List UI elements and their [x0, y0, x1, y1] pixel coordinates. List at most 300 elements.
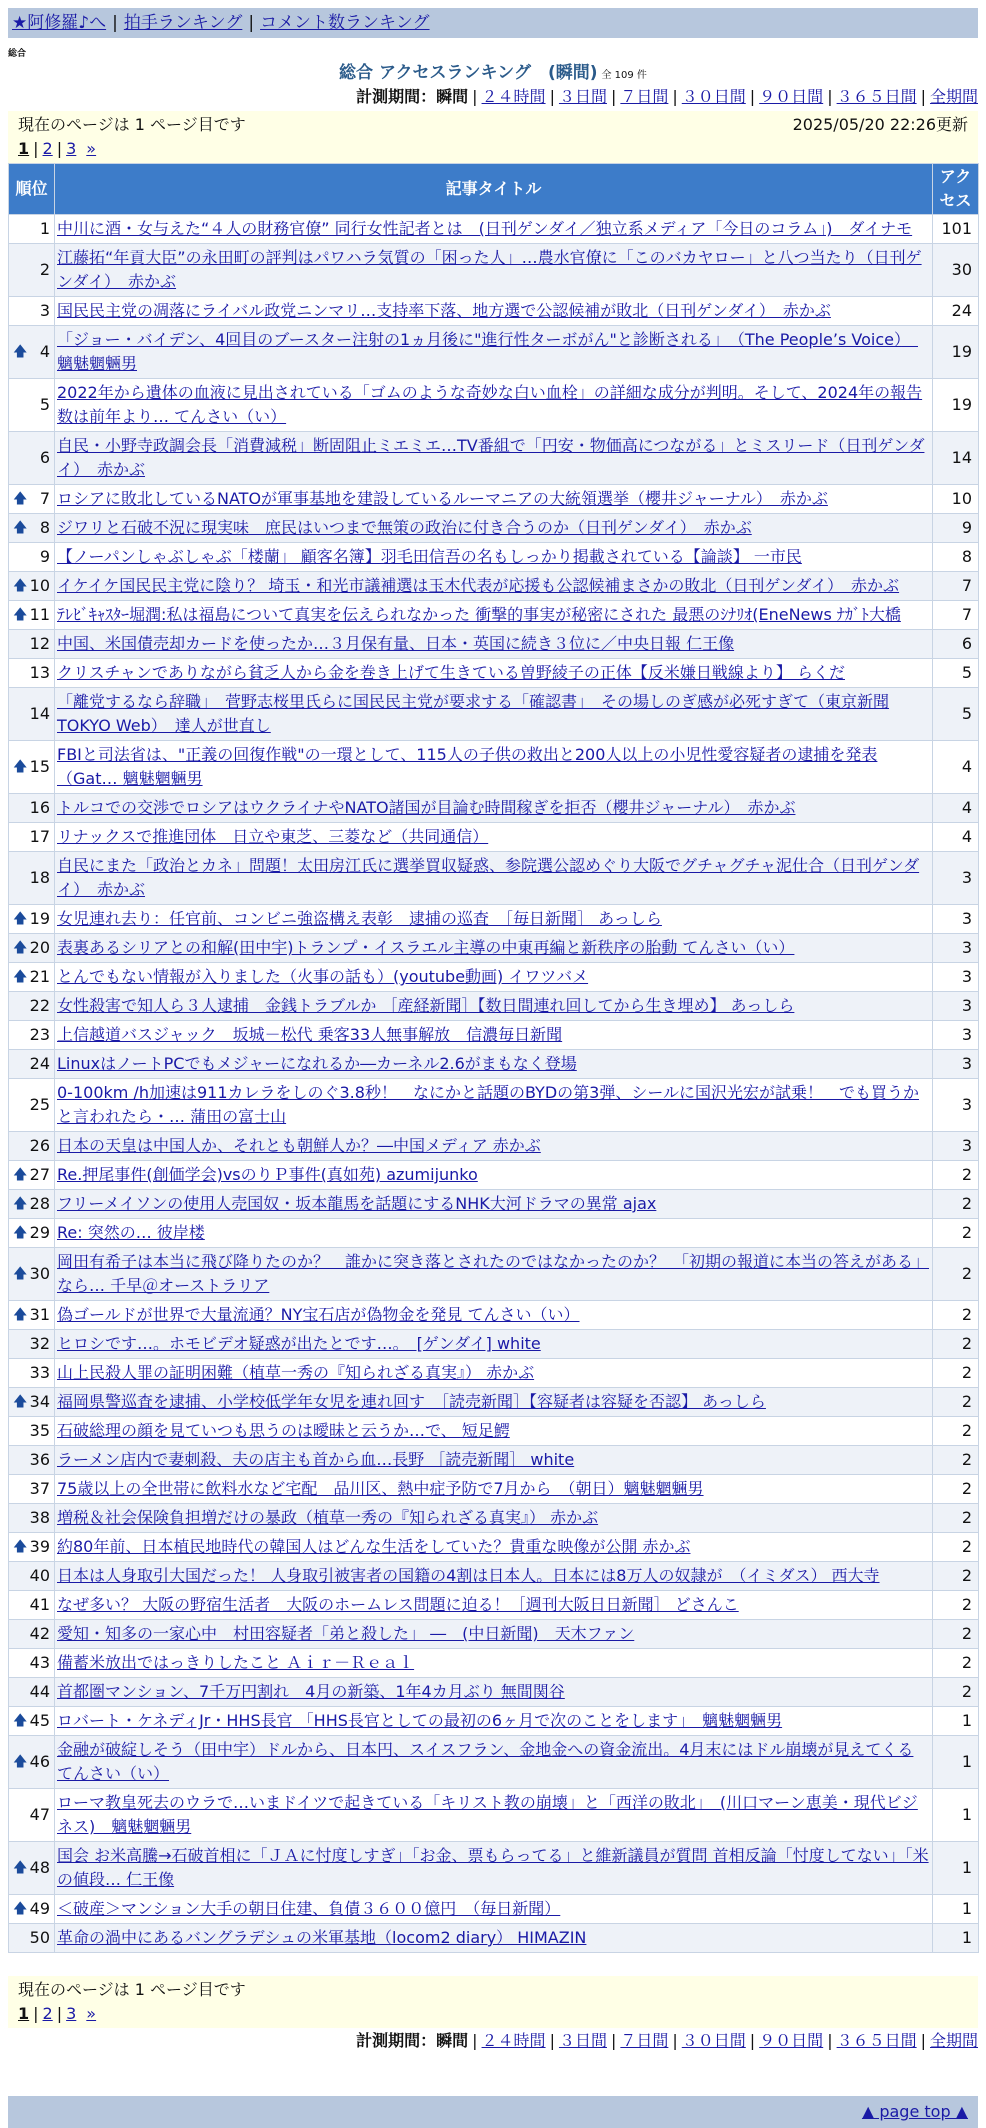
divider: | [610, 2031, 617, 2050]
table-row [9, 1219, 979, 1248]
period-label: 計測期間： [356, 2031, 437, 2050]
rank-cell [9, 1895, 55, 1924]
rank-number: 49 [29, 1899, 50, 1918]
divider: | [610, 87, 617, 106]
divider: | [549, 2031, 555, 2050]
rank-number: 2 [39, 260, 50, 279]
access-count: 4 [933, 794, 979, 823]
table-row [9, 1190, 979, 1219]
title-cell [55, 1842, 933, 1895]
article-link[interactable]: とんでもない情報が入りました（火事の話も）(youtube動画) イワツバメ [57, 967, 589, 986]
divider: | [56, 2004, 63, 2023]
table-row [9, 1649, 979, 1678]
article-link[interactable]: 「離党するなら辞職」 菅野志桜里氏らに国民民主党が要求する「確認書」 その場しのぎ感が必死すぎて（東京新聞TOKYO Web） 達人が世直し [57, 692, 890, 735]
up-arrow-icon: 🡅 [13, 1713, 28, 1729]
table-row [9, 215, 979, 244]
up-arrow-icon: 🡅 [13, 1754, 28, 1770]
rank-cell [9, 1219, 55, 1248]
article-link[interactable]: イケイケ国民民主党に陰り？ 埼玉・和光市議補選は玉木代表が応援も公認候補まさかの敗北（日刊ゲンダイ） 赤かぶ [57, 576, 900, 595]
title-cell [55, 905, 933, 934]
rank-cell [9, 379, 55, 432]
pagination [18, 2002, 968, 2026]
up-arrow-icon: 🡅 [13, 491, 28, 507]
rank-cell [9, 1050, 55, 1079]
rank-cell [9, 1021, 55, 1050]
access-count: 1 [933, 1736, 979, 1789]
article-link[interactable]: 岡田有希子は本当に飛び降りたのか？ 誰かに突き落とされたのではなかったのか？ 「初期の報道に本当の答えがある」なら… 千早＠オーストラリア [57, 1252, 930, 1295]
access-count: 9 [933, 514, 979, 543]
rank-number: 26 [29, 1136, 50, 1155]
table-row [9, 963, 979, 992]
article-link[interactable]: 2022年から遺体の血液に見出されている「ゴムのような奇妙な白い血栓」の詳細な成分が判明。そして、2024年の報告数は前年より… てんさい（い） [57, 383, 923, 426]
table-row [9, 1330, 979, 1359]
rank-cell [9, 1190, 55, 1219]
rank-number: 42 [29, 1624, 50, 1643]
article-link[interactable]: 福岡県警巡査を逮捕、小学校低学年女児を連れ回す ［読売新聞］【容疑者は容疑を否認】 あっしら [57, 1392, 766, 1411]
period-link[interactable]: ７日間 [620, 87, 669, 106]
rank-number: 15 [29, 757, 50, 776]
period-link[interactable]: ３０日間 [681, 87, 746, 106]
access-count: 2 [933, 1446, 979, 1475]
title-cell [55, 1504, 933, 1533]
article-link[interactable]: 女児連れ去り：任官前、コンビニ強盗構え表彰 逮捕の巡査 ［毎日新聞］ あっしら [57, 909, 662, 928]
table-row [9, 244, 979, 297]
home-link[interactable]: ★阿修羅♪へ [12, 13, 107, 33]
access-count: 2 [933, 1475, 979, 1504]
total-count: 全 109 件 [601, 70, 647, 81]
table-row [9, 543, 979, 572]
period-link[interactable]: ３０日間 [681, 2031, 746, 2050]
access-count: 14 [933, 432, 979, 485]
access-count: 2 [933, 1219, 979, 1248]
rank-number: 5 [39, 395, 50, 414]
article-link[interactable]: ラーメン店内で妻刺殺、夫の店主も首から血…長野 ［読売新聞］ white [57, 1450, 575, 1469]
rank-cell [9, 741, 55, 794]
article-link[interactable]: 備蓄米放出ではっきりしたこと Ａｉｒ－Ｒｅａｌ [57, 1653, 415, 1672]
article-link[interactable]: 上信越道バスジャック 坂城－松代 乗客33人無事解放 信濃毎日新聞 [57, 1025, 563, 1044]
access-count: 7 [933, 601, 979, 630]
article-link[interactable]: ジワリと石破不況に現実味 庶民はいつまで無策の政治に付き合うのか（日刊ゲンダイ） 赤かぶ [57, 518, 752, 537]
rank-cell [9, 934, 55, 963]
pager-box-bottom [8, 1976, 978, 2028]
rank-number: 11 [29, 605, 50, 624]
table-row [9, 1446, 979, 1475]
rank-number: 22 [29, 996, 50, 1015]
rank-cell [9, 601, 55, 630]
article-link[interactable]: Re: 突然の… 彼岸楼 [57, 1223, 205, 1242]
article-link[interactable]: なぜ多い？ 大阪の野宿生活者 大阪のホームレス問題に迫る！［週刊大阪日日新聞］ どさんこ [57, 1595, 739, 1614]
page-link[interactable]: 3 [66, 139, 77, 158]
access-count: 5 [933, 659, 979, 688]
up-arrow-icon: 🡅 [13, 940, 28, 956]
access-count: 8 [933, 543, 979, 572]
rank-cell [9, 823, 55, 852]
article-link[interactable]: 革命の渦中にあるバングラデシュの米軍基地（locom2 diary） HIMAZIN [57, 1928, 587, 1947]
rank-cell [9, 1924, 55, 1953]
table-row [9, 659, 979, 688]
rank-cell [9, 297, 55, 326]
divider: | [549, 87, 555, 106]
period-link[interactable]: ３日間 [558, 2031, 607, 2050]
divider: | [33, 2004, 39, 2023]
next-page-link[interactable]: » [86, 2004, 97, 2023]
title-cell [55, 963, 933, 992]
access-count: 2 [933, 1620, 979, 1649]
rank-cell [9, 432, 55, 485]
table-row [9, 379, 979, 432]
title-cell [55, 1446, 933, 1475]
article-link[interactable]: FBIと司法省は、"正義の回復作戦"の一環として、115人の子供の救出と200人以上の小児性愛容疑者の逮捕を発表（Gat… 魑魅魍魎男 [57, 745, 878, 788]
rank-number: 33 [29, 1363, 50, 1382]
access-count: 3 [933, 905, 979, 934]
article-link[interactable]: Re.押尾事件(創価学会)vsのりＰ事件(真如苑) azumijunko [57, 1165, 478, 1184]
ranking-table [8, 163, 979, 1953]
top-nav-bar [8, 8, 978, 38]
period-link[interactable]: ３６５日間 [836, 87, 917, 106]
title-cell [55, 1736, 933, 1789]
access-count: 2 [933, 1330, 979, 1359]
rank-number: 46 [29, 1752, 50, 1771]
divider: | [672, 87, 678, 106]
article-link[interactable]: ローマ教皇死去のウラで…いまドイツで起きている「キリスト教の崩壊」と「西洋の敗北」 (川口マーン恵美・現代ビジネス) 魑魅魍魎男 [57, 1793, 918, 1836]
rank-cell [9, 905, 55, 934]
article-link[interactable]: 偽ゴールドが世界で大量流通？NY宝石店が偽物金を発見 てんさい（い） [57, 1305, 580, 1324]
article-link[interactable]: ロシアに敗北しているNATOが軍事基地を建設しているルーマニアの大統領選挙（櫻井ジャーナル） 赤かぶ [57, 489, 828, 508]
up-arrow-icon: 🡅 [13, 344, 28, 360]
access-count: 2 [933, 1678, 979, 1707]
table-row [9, 630, 979, 659]
article-link[interactable]: ヒロシです…。ホモビデオ疑惑が出たとです…。 [ゲンダイ] white [57, 1334, 541, 1353]
access-count: 2 [933, 1504, 979, 1533]
table-row [9, 1475, 979, 1504]
applause-ranking-link[interactable]: 拍手ランキング [123, 13, 243, 33]
period-link[interactable]: 全期間 [929, 87, 978, 106]
rank-cell [9, 1330, 55, 1359]
rank-cell [9, 630, 55, 659]
title-cell [55, 432, 933, 485]
article-link[interactable]: 江藤拓“年貢大臣”の永田町の評判はパワハラ気質の「困った人」…農水官僚に「このバカヤロー」と八つ当たり（日刊ゲンダイ） 赤かぶ [57, 248, 922, 291]
article-link[interactable]: 【ノーパンしゃぶしゃぶ「楼蘭」 顧客名簿】羽毛田信吾の名もしっかり掲載されている【論談】 一市民 [57, 547, 802, 566]
table-row [9, 992, 979, 1021]
period-link[interactable]: 全期間 [929, 2031, 978, 2050]
table-row [9, 1359, 979, 1388]
access-count: 3 [933, 934, 979, 963]
article-link[interactable]: 0-100km /h加速は911カレラをしのぐ3.8秒！ なにかと話題のBYDの第3弾、シールに国沢光宏が試乗！ でも買うかと言われたら・… 蒲田の富士山 [57, 1083, 920, 1126]
page-current: 1 [18, 139, 30, 158]
article-link[interactable]: 自民にまた「政治とカネ」問題！太田房江氏に選挙買収疑惑、参院選公認めぐり大阪でグチャグチャ泥仕合（日刊ゲンダイ） 赤かぶ [57, 856, 920, 899]
rank-cell [9, 1736, 55, 1789]
rank-cell [9, 215, 55, 244]
access-count: 30 [933, 244, 979, 297]
rank-number: 18 [29, 868, 50, 887]
table-row [9, 1678, 979, 1707]
article-link[interactable]: 75歳以上の全世帯に飲料水など宅配 品川区、熱中症予防で7月から （朝日）魑魅魍魎男 [57, 1479, 704, 1498]
up-arrow-icon: 🡅 [13, 1539, 28, 1555]
up-arrow-icon: 🡅 [13, 1196, 28, 1212]
period-link[interactable]: ２４時間 [481, 87, 546, 106]
article-link[interactable]: 増税＆社会保険負担増だけの暴政（植草一秀の『知られざる真実』） 赤かぶ [57, 1508, 599, 1527]
article-link[interactable]: ロバート・ケネディJr・HHS長官 「HHS長官としての最初の6ヶ月で次のことをします」 魑魅魍魎男 [57, 1711, 783, 1730]
title-cell [55, 1190, 933, 1219]
title-cell [55, 1620, 933, 1649]
title-cell [55, 1050, 933, 1079]
article-link[interactable]: 中国、米国債売却カードを使ったか…３月保有量、日本・英国に続き３位に／中央日報 仁王像 [57, 634, 735, 653]
article-link[interactable]: 国会 お米高騰→石破首相に「ＪＡに忖度しすぎ」「お金、票もらってる」と維新議員が質問 首相反論「忖度してない」「米の値段… 仁王像 [57, 1846, 929, 1889]
title-cell [55, 1330, 933, 1359]
page-link[interactable]: 2 [42, 2004, 53, 2023]
next-page-link[interactable]: » [86, 139, 97, 158]
table-row [9, 1248, 979, 1301]
rank-number: 39 [29, 1537, 50, 1556]
divider: | [920, 2031, 926, 2050]
divider: | [749, 87, 756, 106]
access-count: 2 [933, 1359, 979, 1388]
title-cell [55, 1021, 933, 1050]
article-link[interactable]: 中川に酒・女与えた“４人の財務官僚” 同行女性記者とは (日刊ゲンダイ／独立系メディア「今日のコラム」) ダイナモ [57, 219, 913, 238]
up-arrow-icon: 🡅 [13, 1394, 28, 1410]
rank-cell [9, 1707, 55, 1736]
rank-number: 16 [29, 798, 50, 817]
title-cell [55, 485, 933, 514]
table-row [9, 485, 979, 514]
title-cell [55, 1417, 933, 1446]
rank-cell [9, 794, 55, 823]
table-row [9, 514, 979, 543]
article-link[interactable]: 石破総理の顔を見ていつも思うのは曖昧と云うか…で、 短足鰐 [57, 1421, 510, 1440]
table-row [9, 934, 979, 963]
table-row [9, 1924, 979, 1953]
title-cell [55, 1359, 933, 1388]
access-count: 1 [933, 1842, 979, 1895]
article-link[interactable]: クリスチャンでありながら貧乏人から金を巻き上げて生きている曽野綾子の正体【反米嫌日戦線より】 らくだ [57, 663, 845, 682]
current-page-text: 現在のページは 1 ページ目です [18, 115, 246, 134]
table-row [9, 1533, 979, 1562]
table-row [9, 1050, 979, 1079]
article-link[interactable]: 「ジョー・バイデン、4回目のブースター注射の1ヵ月後に"進行性ターボがん"と診断される」 （The People’s Voice） 魑魅魍魎男 [57, 330, 918, 373]
rank-cell [9, 543, 55, 572]
table-row [9, 688, 979, 741]
rank-cell [9, 1359, 55, 1388]
access-count: 19 [933, 379, 979, 432]
article-link[interactable]: 表裏あるシリアとの和解(田中宇)トランプ・イスラエル主導の中東再編と新秩序の胎動 てんさい（い） [57, 938, 795, 957]
up-arrow-icon: 🡅 [13, 520, 28, 536]
table-row [9, 1132, 979, 1161]
table-row [9, 1161, 979, 1190]
access-count: 3 [933, 1132, 979, 1161]
title-cell [55, 1475, 933, 1504]
rank-number: 40 [29, 1566, 50, 1585]
rank-number: 14 [29, 704, 50, 723]
divider: | [827, 87, 833, 106]
article-link[interactable]: フリーメイソンの使用人売国奴・坂本龍馬を話題にするNHK大河ドラマの異常 ajax [57, 1194, 657, 1213]
up-arrow-icon: 🡅 [13, 607, 28, 623]
rank-cell [9, 485, 55, 514]
rank-number: 23 [29, 1025, 50, 1044]
rank-cell [9, 1533, 55, 1562]
table-row [9, 1504, 979, 1533]
rank-cell [9, 992, 55, 1021]
rank-number: 1 [39, 219, 50, 238]
rank-number: 8 [39, 518, 50, 537]
title-cell [55, 852, 933, 905]
rank-cell [9, 1789, 55, 1842]
rank-number: 47 [29, 1805, 50, 1824]
rank-number: 29 [29, 1223, 50, 1242]
article-link[interactable]: ﾃﾚﾋﾞｷｬｽﾀｰ堀潤:私は福島について真実を伝えられなかった 衝撃的事実が秘密にされた 最悪のｼﾅﾘｵ(EneNews ﾅｶﾞﾄ大橋 [57, 605, 901, 624]
page-title [0, 60, 986, 89]
table-row [9, 905, 979, 934]
article-link[interactable]: トルコでの交渉でロシアはウクライナやNATO諸国が目論む時間稼ぎを拒否（櫻井ジャーナル） 赤かぶ [57, 798, 796, 817]
access-count: 4 [933, 823, 979, 852]
article-link[interactable]: 日本の天皇は中国人か、それとも朝鮮人か？―中国メディア 赤かぶ [57, 1136, 541, 1155]
access-count: 3 [933, 1050, 979, 1079]
period-link[interactable]: ３６５日間 [836, 2031, 917, 2050]
title-cell [55, 794, 933, 823]
access-count: 3 [933, 963, 979, 992]
title-cell [55, 1895, 933, 1924]
rank-cell [9, 1591, 55, 1620]
article-link[interactable]: 金融が破綻しそう（田中宇）ドルから、日本円、スイスフラン、金地金への資金流出。4月末にはドル崩壊が見えてくる てんさい（い） [57, 1740, 914, 1783]
article-link[interactable]: LinuxはノートPCでもメジャーになれるか―カーネル2.6がまもなく登場 [57, 1054, 577, 1073]
access-count: 1 [933, 1789, 979, 1842]
period-selector-bottom [356, 2030, 978, 2052]
divider: | [472, 2031, 478, 2050]
access-count: 10 [933, 485, 979, 514]
rank-cell [9, 1417, 55, 1446]
article-link[interactable]: 山上民殺人罪の証明困難（植草一秀の『知られざる真実』） 赤かぶ [57, 1363, 535, 1382]
table-row [9, 1562, 979, 1591]
table-row [9, 1620, 979, 1649]
access-count: 7 [933, 572, 979, 601]
title-cell [55, 572, 933, 601]
period-link[interactable]: ３日間 [558, 87, 607, 106]
title-cell [55, 1079, 933, 1132]
article-link[interactable]: 女性殺害で知人ら３人逮捕 金銭トラブルか ［産経新聞］【数日間連れ回してから生き埋め】 あっしら [57, 996, 795, 1015]
rank-cell [9, 572, 55, 601]
title-cell [55, 1219, 933, 1248]
period-link[interactable]: ７日間 [620, 2031, 669, 2050]
period-link[interactable]: ９０日間 [759, 87, 824, 106]
rank-cell [9, 1446, 55, 1475]
rank-cell [9, 688, 55, 741]
table-row [9, 1388, 979, 1417]
access-count: 2 [933, 1533, 979, 1562]
rank-number: 31 [29, 1305, 50, 1324]
title-cell [55, 1591, 933, 1620]
table-row [9, 601, 979, 630]
rank-number: 19 [29, 909, 50, 928]
article-link[interactable]: 首都圏マンション、7千万円割れ 4月の新築、1年4カ月ぶり 無間関谷 [57, 1682, 565, 1701]
access-count: 19 [933, 326, 979, 379]
access-count: 5 [933, 688, 979, 741]
rank-cell [9, 659, 55, 688]
article-link[interactable]: 日本は人身取引大国だった！ 人身取引被害者の国籍の4割は日本人。日本には8万人の奴隷が （イミダス） 西大寺 [57, 1566, 880, 1585]
access-count: 101 [933, 215, 979, 244]
rank-cell [9, 1475, 55, 1504]
table-row [9, 1079, 979, 1132]
article-link[interactable]: 愛知・知多の一家心中 村田容疑者「弟と殺した」 ― (中日新聞) 天木ファン [57, 1624, 635, 1643]
table-row [9, 1842, 979, 1895]
table-row [9, 852, 979, 905]
article-link[interactable]: リナックスで推進団体 日立や東芝、三菱など（共同通信） [57, 827, 489, 846]
current-page-text: 現在のページは 1 ページ目です [18, 1980, 246, 1999]
page-link[interactable]: 3 [66, 2004, 77, 2023]
title-cell [55, 1924, 933, 1953]
up-arrow-icon: 🡅 [13, 1266, 28, 1282]
rank-number: 12 [29, 634, 50, 653]
divider: | [749, 2031, 756, 2050]
period-link[interactable]: ２４時間 [481, 2031, 546, 2050]
rank-number: 25 [29, 1095, 50, 1114]
rank-cell [9, 1248, 55, 1301]
table-row [9, 572, 979, 601]
page-current: 1 [18, 2004, 30, 2023]
table-row [9, 1789, 979, 1842]
access-count: 2 [933, 1161, 979, 1190]
title-cell [55, 992, 933, 1021]
title-cell [55, 688, 933, 741]
table-row [9, 1736, 979, 1789]
article-link[interactable]: 約80年前、日本植民地時代の韓国人はどんな生活をしていた？貴重な映像が公開 赤かぶ [57, 1537, 691, 1556]
access-count: 3 [933, 1021, 979, 1050]
rank-cell [9, 244, 55, 297]
title-cell [55, 1562, 933, 1591]
up-arrow-icon: 🡅 [13, 1225, 28, 1241]
rank-cell [9, 326, 55, 379]
rank-cell [9, 1562, 55, 1591]
access-count: 1 [933, 1895, 979, 1924]
table-row [9, 1591, 979, 1620]
rank-number: 27 [29, 1165, 50, 1184]
rank-number: 34 [29, 1392, 50, 1411]
table-row [9, 794, 979, 823]
category-label: 総合 [8, 49, 27, 59]
title-cell [55, 379, 933, 432]
rank-cell [9, 1620, 55, 1649]
rank-cell [9, 1649, 55, 1678]
access-count: 1 [933, 1707, 979, 1736]
page-link[interactable]: 2 [42, 139, 53, 158]
access-count: 2 [933, 1591, 979, 1620]
footer-bar [8, 2096, 978, 2128]
table-row [9, 1301, 979, 1330]
title-header: 記事タイトル [55, 164, 933, 215]
article-link[interactable]: 国民民主党の凋落にライバル政党ニンマリ…支持率下落、地方選で公認候補が敗北（日刊ゲンダイ） 赤かぶ [57, 301, 831, 320]
table-row [9, 823, 979, 852]
title-cell [55, 1301, 933, 1330]
access-count: 3 [933, 992, 979, 1021]
table-row [9, 432, 979, 485]
rank-number: 32 [29, 1334, 50, 1353]
article-link[interactable]: 自民・小野寺政調会長「消費減税」断固阻止ミエミエ…TV番組で「円安・物価高につながる」とミスリード（日刊ゲンダイ） 赤かぶ [57, 436, 925, 479]
rank-cell [9, 963, 55, 992]
rank-cell [9, 1132, 55, 1161]
rank-number: 24 [29, 1054, 50, 1073]
rank-number: 17 [29, 827, 50, 846]
rank-cell [9, 1678, 55, 1707]
access-count: 1 [933, 1924, 979, 1953]
comment-ranking-link[interactable]: コメント数ランキング [260, 13, 430, 33]
up-arrow-icon: 🡅 [13, 969, 28, 985]
article-link[interactable]: ＜破産＞マンション大手の朝日住建、負債３６００億円 （毎日新聞） [57, 1899, 561, 1918]
page-top-link[interactable]: ▲ page top ▲ [861, 2102, 968, 2121]
pagination [18, 137, 968, 161]
title-cell [55, 1388, 933, 1417]
period-link[interactable]: ９０日間 [759, 2031, 824, 2050]
title-cell [55, 601, 933, 630]
access-count: 2 [933, 1649, 979, 1678]
up-arrow-icon: 🡅 [13, 1307, 28, 1323]
